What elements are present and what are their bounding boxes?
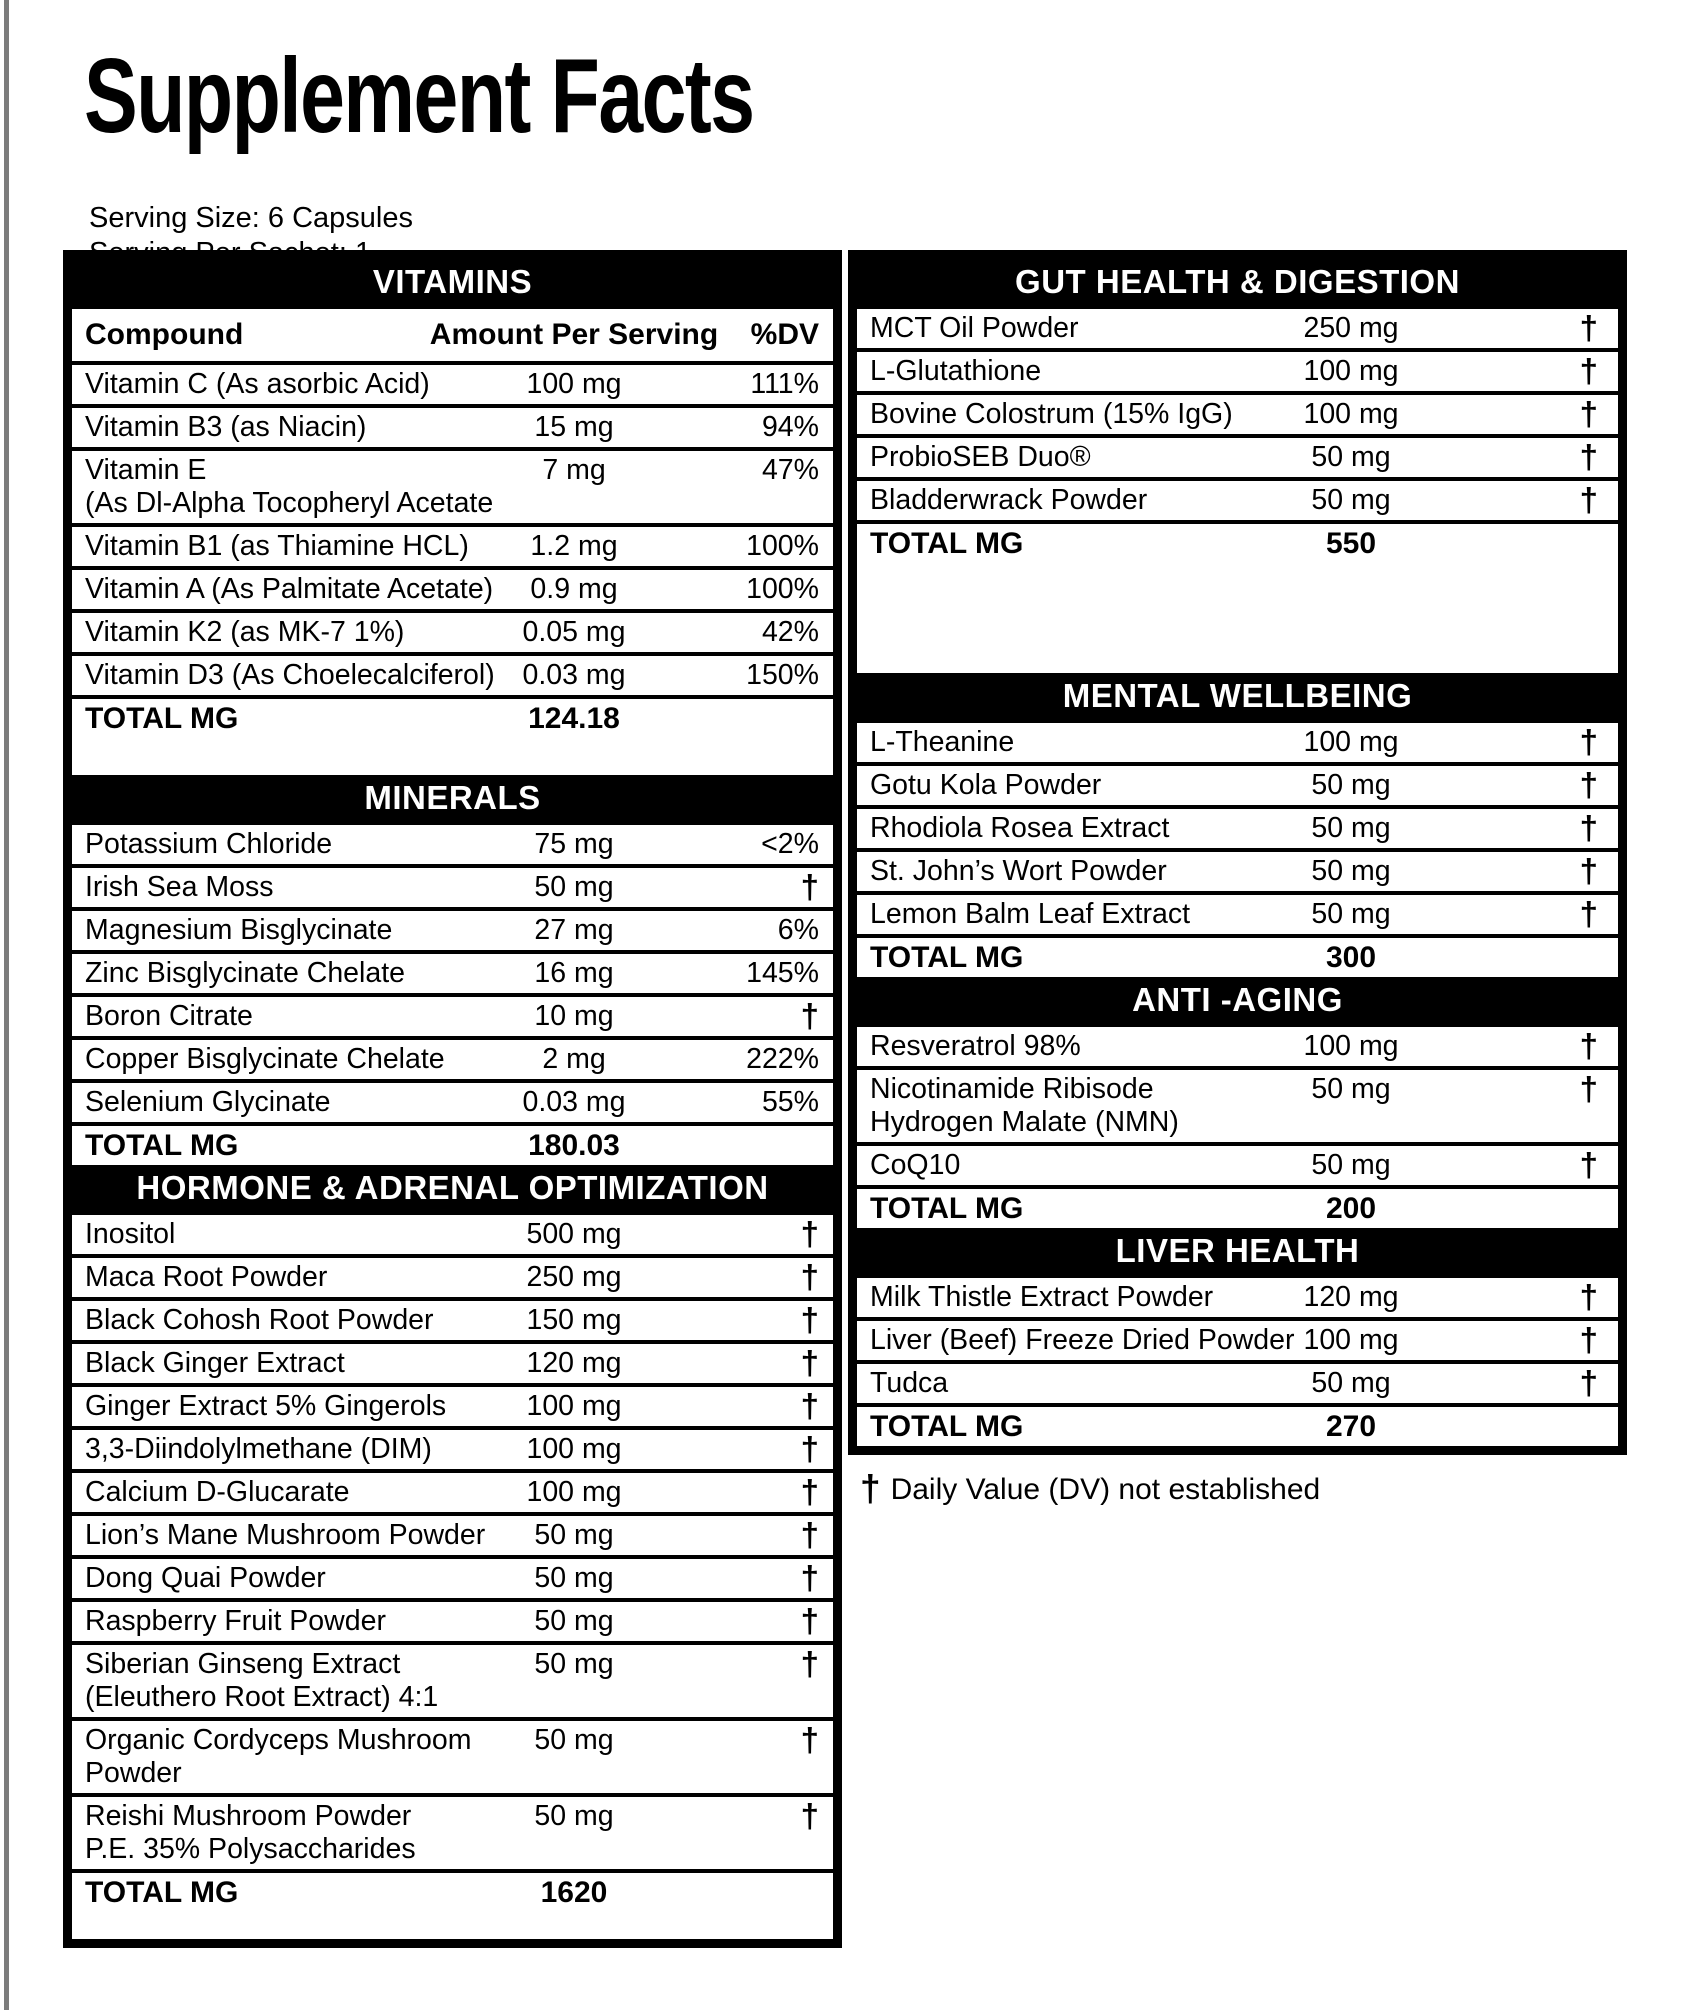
ingredient-dv: 6% xyxy=(777,914,819,946)
total-row-liver-health xyxy=(857,1403,1618,1446)
ingredient-amount: 50 mg xyxy=(1311,898,1391,930)
ingredient-amount: 120 mg xyxy=(1303,1281,1399,1313)
ingredient-amount: 50 mg xyxy=(534,871,614,903)
section-header-liver-health: LIVER HEALTH xyxy=(857,1228,1618,1274)
ingredient-name: Rhodiola Rosea Extract xyxy=(870,812,1170,844)
ingredient-amount: 1.2 mg xyxy=(530,530,618,562)
total-row-mental-wellbeing xyxy=(857,934,1618,977)
ingredient-amount: 100 mg xyxy=(1303,726,1399,758)
ingredient-row-copper-bisglycinate-chelate xyxy=(72,1036,833,1079)
left-facts-table xyxy=(63,250,842,1948)
ingredient-name: CoQ10 xyxy=(870,1149,961,1181)
total-row-minerals xyxy=(72,1122,833,1165)
right-column xyxy=(848,250,1627,1508)
ingredient-name: ProbioSEB Duo® xyxy=(870,441,1091,473)
ingredient-amount: 100 mg xyxy=(526,1390,622,1422)
ingredient-name: St. John’s Wort Powder xyxy=(870,855,1167,887)
ingredient-amount: 50 mg xyxy=(1311,769,1391,801)
dagger-icon: † xyxy=(1579,1278,1598,1315)
dagger-icon: † xyxy=(1579,395,1598,432)
total-value: 1620 xyxy=(540,1876,608,1909)
ingredient-row-zinc-bisglycinate-chelate xyxy=(72,950,833,993)
column-header-dv: %DV xyxy=(750,318,819,351)
ingredient-name: Liver (Beef) Freeze Dried Powder xyxy=(870,1324,1295,1356)
serving-size: Serving Size: 6 Capsules xyxy=(89,202,413,234)
ingredient-name: Vitamin C (As asorbic Acid) xyxy=(85,368,430,400)
ingredient-row-selenium-glycinate xyxy=(72,1079,833,1122)
ingredient-dv: 55% xyxy=(761,1086,819,1118)
ingredient-name: Selenium Glycinate xyxy=(85,1086,331,1118)
ingredient-row-reishi-mushroom-powder xyxy=(72,1793,833,1869)
ingredient-name: Black Cohosh Root Powder xyxy=(85,1304,434,1336)
total-value: 270 xyxy=(1325,1410,1377,1443)
ingredient-amount: 50 mg xyxy=(1311,441,1391,473)
dagger-icon: † xyxy=(1579,895,1598,932)
ingredient-name: Calcium D-Glucarate xyxy=(85,1476,350,1508)
ingredient-name: Vitamin B3 (as Niacin) xyxy=(85,411,367,443)
dagger-icon: † xyxy=(800,1387,819,1424)
section-header-hormone-adrenal-optimization: HORMONE & ADRENAL OPTIMIZATION xyxy=(72,1165,833,1211)
ingredient-name: Dong Quai Powder xyxy=(85,1562,326,1594)
dagger-icon: † xyxy=(1579,1321,1598,1358)
ingredient-name: 3,3-Diindolylmethane (DIM) xyxy=(85,1433,432,1465)
ingredient-amount: 50 mg xyxy=(1311,1149,1391,1181)
ingredient-name: Bladderwrack Powder xyxy=(870,484,1148,516)
ingredient-name: Raspberry Fruit Powder xyxy=(85,1605,386,1637)
ingredient-amount: 50 mg xyxy=(534,1605,614,1637)
ingredient-name: Gotu Kola Powder xyxy=(870,769,1102,801)
ingredient-amount: 7 mg xyxy=(542,454,606,486)
dv-footnote-text: Daily Value (DV) not established xyxy=(890,1473,1321,1506)
ingredient-name: Milk Thistle Extract Powder xyxy=(870,1281,1214,1313)
ingredient-amount: 2 mg xyxy=(542,1043,606,1075)
ingredient-amount: 50 mg xyxy=(534,1519,614,1551)
ingredient-dv: 222% xyxy=(746,1043,819,1075)
ingredient-row-st-john-s-wort-powder xyxy=(857,848,1618,891)
ingredient-name: Organic Cordyceps Mushroom Powder xyxy=(85,1724,472,1789)
ingredient-row-liver-beef-freeze-dried-powder xyxy=(857,1317,1618,1360)
ingredient-amount: 0.9 mg xyxy=(530,573,618,605)
dagger-icon: † xyxy=(860,1468,881,1509)
dagger-icon: † xyxy=(800,1516,819,1553)
ingredient-row-magnesium-bisglycinate xyxy=(72,907,833,950)
facts-tables xyxy=(63,250,1627,1948)
ingredient-amount: 250 mg xyxy=(1303,312,1399,344)
ingredient-name: Reishi Mushroom Powder P.E. 35% Polysaccharides xyxy=(85,1800,416,1865)
ingredient-name: Inositol xyxy=(85,1218,176,1250)
ingredient-row-ginger-extract-5-gingerols xyxy=(72,1383,833,1426)
dagger-icon: † xyxy=(1579,809,1598,846)
ingredient-amount: 100 mg xyxy=(1303,398,1399,430)
ingredient-dv: 145% xyxy=(746,957,819,989)
ingredient-amount: 50 mg xyxy=(534,1562,614,1594)
dagger-icon: † xyxy=(800,1559,819,1596)
ingredient-amount: 120 mg xyxy=(526,1347,622,1379)
ingredient-row-vitamin-c-as-asorbic-acid xyxy=(72,361,833,404)
dagger-icon: † xyxy=(1579,309,1598,346)
ingredient-amount: 150 mg xyxy=(526,1304,622,1336)
ingredient-row-siberian-ginseng-extract xyxy=(72,1641,833,1717)
ingredient-row-nicotinamide-ribisode xyxy=(857,1066,1618,1142)
ingredient-row-milk-thistle-extract-powder xyxy=(857,1274,1618,1317)
total-value: 124.18 xyxy=(528,702,620,735)
ingredient-name: Bovine Colostrum (15% IgG) xyxy=(870,398,1233,430)
ingredient-amount: 100 mg xyxy=(1303,355,1399,387)
ingredient-row-potassium-chloride xyxy=(72,821,833,864)
section-header-gut-health-digestion: GUT HEALTH & DIGESTION xyxy=(857,259,1618,305)
dagger-icon: † xyxy=(1579,723,1598,760)
ingredient-row-calcium-d-glucarate xyxy=(72,1469,833,1512)
ingredient-row-vitamin-d3-as-choelecalciferol xyxy=(72,652,833,695)
ingredient-name: Ginger Extract 5% Gingerols xyxy=(85,1390,447,1422)
total-label: TOTAL MG xyxy=(870,1192,1024,1225)
ingredient-name: L-Theanine xyxy=(870,726,1015,758)
dagger-icon: † xyxy=(800,1797,819,1834)
ingredient-row-vitamin-b3-as-niacin xyxy=(72,404,833,447)
ingredient-amount: 50 mg xyxy=(1311,855,1391,887)
ingredient-name: Siberian Ginseng Extract (Eleuthero Root Extract) 4:1 xyxy=(85,1648,439,1713)
ingredient-name: Maca Root Powder xyxy=(85,1261,328,1293)
ingredient-name: Lemon Balm Leaf Extract xyxy=(870,898,1190,930)
total-row-vitamins xyxy=(72,695,833,775)
total-label: TOTAL MG xyxy=(870,527,1024,560)
ingredient-name: Vitamin E (As Dl-Alpha Tocopheryl Acetate xyxy=(85,454,494,519)
ingredient-row-3-3-diindolylmethane-dim xyxy=(72,1426,833,1469)
ingredient-amount: 100 mg xyxy=(1303,1324,1399,1356)
dagger-icon: † xyxy=(800,1430,819,1467)
ingredient-row-lemon-balm-leaf-extract xyxy=(857,891,1618,934)
ingredient-row-mct-oil-powder xyxy=(857,305,1618,348)
dagger-icon: † xyxy=(1579,1146,1598,1183)
dagger-icon: † xyxy=(800,1602,819,1639)
ingredient-row-vitamin-k2-as-mk-7-1 xyxy=(72,609,833,652)
dagger-icon: † xyxy=(800,1473,819,1510)
ingredient-amount: 15 mg xyxy=(534,411,614,443)
ingredient-dv: 100% xyxy=(746,530,819,562)
section-header-minerals: MINERALS xyxy=(72,775,833,821)
ingredient-amount: 0.03 mg xyxy=(522,659,626,691)
section-header-vitamins: VITAMINS xyxy=(72,259,833,305)
ingredient-row-rhodiola-rosea-extract xyxy=(857,805,1618,848)
ingredient-dv: 100% xyxy=(746,573,819,605)
ingredient-row-lion-s-mane-mushroom-powder xyxy=(72,1512,833,1555)
ingredient-dv: 150% xyxy=(746,659,819,691)
ingredient-row-bovine-colostrum-15-igg xyxy=(857,391,1618,434)
dagger-icon: † xyxy=(1579,352,1598,389)
ingredient-amount: 100 mg xyxy=(526,368,622,400)
ingredient-name: Vitamin K2 (as MK-7 1%) xyxy=(85,616,405,648)
ingredient-name: Copper Bisglycinate Chelate xyxy=(85,1043,445,1075)
left-edge-line xyxy=(4,0,9,2010)
dagger-icon: † xyxy=(1579,1027,1598,1064)
ingredient-row-black-cohosh-root-powder xyxy=(72,1297,833,1340)
ingredient-amount: 50 mg xyxy=(1311,812,1391,844)
dagger-icon: † xyxy=(1579,852,1598,889)
left-column xyxy=(63,250,842,1948)
ingredient-row-dong-quai-powder xyxy=(72,1555,833,1598)
dagger-icon: † xyxy=(800,997,819,1034)
ingredient-name: Potassium Chloride xyxy=(85,828,333,860)
dagger-icon: † xyxy=(800,1344,819,1381)
ingredient-row-maca-root-powder xyxy=(72,1254,833,1297)
ingredient-row-organic-cordyceps-mushroom xyxy=(72,1717,833,1793)
ingredient-name: Vitamin B1 (as Thiamine HCL) xyxy=(85,530,469,562)
ingredient-row-black-ginger-extract xyxy=(72,1340,833,1383)
ingredient-row-vitamin-a-as-palmitate-acetate xyxy=(72,566,833,609)
column-header-row xyxy=(72,305,833,361)
dagger-icon: † xyxy=(1579,766,1598,803)
total-label: TOTAL MG xyxy=(85,1129,239,1162)
section-header-anti-aging: ANTI -AGING xyxy=(857,977,1618,1023)
ingredient-amount: 16 mg xyxy=(534,957,614,989)
ingredient-dv: 47% xyxy=(761,454,819,486)
ingredient-row-irish-sea-moss xyxy=(72,864,833,907)
ingredient-dv: <2% xyxy=(761,828,819,860)
ingredient-amount: 100 mg xyxy=(526,1476,622,1508)
total-label: TOTAL MG xyxy=(85,1876,239,1909)
ingredient-amount: 50 mg xyxy=(534,1648,614,1680)
ingredient-amount: 27 mg xyxy=(534,914,614,946)
ingredient-row-inositol xyxy=(72,1211,833,1254)
dagger-icon: † xyxy=(800,1721,819,1758)
dagger-icon: † xyxy=(800,1215,819,1252)
ingredient-amount: 50 mg xyxy=(1311,1367,1391,1399)
ingredient-name: Boron Citrate xyxy=(85,1000,253,1032)
ingredient-row-boron-citrate xyxy=(72,993,833,1036)
ingredient-row-vitamin-b1-as-thiamine-hcl xyxy=(72,523,833,566)
ingredient-amount: 500 mg xyxy=(526,1218,622,1250)
ingredient-name: Irish Sea Moss xyxy=(85,871,274,903)
ingredient-dv: 42% xyxy=(761,616,819,648)
ingredient-row-l-glutathione xyxy=(857,348,1618,391)
dagger-icon: † xyxy=(1579,1364,1598,1401)
total-value: 200 xyxy=(1325,1192,1377,1225)
ingredient-amount: 75 mg xyxy=(534,828,614,860)
column-header-compound: Compound xyxy=(85,318,244,351)
total-value: 180.03 xyxy=(528,1129,620,1162)
ingredient-amount: 10 mg xyxy=(534,1000,614,1032)
ingredient-row-resveratrol-98 xyxy=(857,1023,1618,1066)
section-header-mental-wellbeing: MENTAL WELLBEING xyxy=(857,673,1618,719)
ingredient-row-probioseb-duo xyxy=(857,434,1618,477)
ingredient-dv: 94% xyxy=(761,411,819,443)
dagger-icon: † xyxy=(800,1258,819,1295)
ingredient-amount: 0.03 mg xyxy=(522,1086,626,1118)
ingredient-amount: 50 mg xyxy=(1311,1073,1391,1105)
dagger-icon: † xyxy=(800,1645,819,1682)
dagger-icon: † xyxy=(1579,1070,1598,1107)
dagger-icon: † xyxy=(800,868,819,905)
ingredient-amount: 100 mg xyxy=(526,1433,622,1465)
total-label: TOTAL MG xyxy=(85,702,239,735)
ingredient-name: Vitamin D3 (As Choelecalciferol) xyxy=(85,659,495,691)
ingredient-name: Resveratrol 98% xyxy=(870,1030,1081,1062)
total-value: 550 xyxy=(1325,527,1377,560)
total-row-gut-health-digestion xyxy=(857,520,1618,673)
ingredient-row-vitamin-e xyxy=(72,447,833,523)
dagger-icon: † xyxy=(800,1301,819,1338)
ingredient-row-gotu-kola-powder xyxy=(857,762,1618,805)
ingredient-row-l-theanine xyxy=(857,719,1618,762)
ingredient-name: Lion’s Mane Mushroom Powder xyxy=(85,1519,486,1551)
ingredient-row-raspberry-fruit-powder xyxy=(72,1598,833,1641)
total-row-hormone-adrenal-optimization xyxy=(72,1869,833,1939)
ingredient-amount: 250 mg xyxy=(526,1261,622,1293)
ingredient-name: Vitamin A (As Palmitate Acetate) xyxy=(85,573,494,605)
right-facts-table xyxy=(848,250,1627,1455)
ingredient-amount: 50 mg xyxy=(1311,484,1391,516)
ingredient-name: L-Glutathione xyxy=(870,355,1042,387)
total-label: TOTAL MG xyxy=(870,1410,1024,1443)
total-row-anti-aging xyxy=(857,1185,1618,1228)
total-label: TOTAL MG xyxy=(870,941,1024,974)
ingredient-name: Magnesium Bisglycinate xyxy=(85,914,393,946)
ingredient-amount: 50 mg xyxy=(534,1800,614,1832)
ingredient-amount: 50 mg xyxy=(534,1724,614,1756)
ingredient-name: Tudca xyxy=(870,1367,949,1399)
ingredient-amount: 0.05 mg xyxy=(522,616,626,648)
dagger-icon: † xyxy=(1579,438,1598,475)
page-title: Supplement Facts xyxy=(84,37,754,155)
ingredient-name: Black Ginger Extract xyxy=(85,1347,345,1379)
ingredient-name: Zinc Bisglycinate Chelate xyxy=(85,957,405,989)
total-value: 300 xyxy=(1325,941,1377,974)
ingredient-name: MCT Oil Powder xyxy=(870,312,1079,344)
ingredient-name: Nicotinamide Ribisode Hydrogen Malate (NMN) xyxy=(870,1073,1179,1138)
dagger-icon: † xyxy=(1579,481,1598,518)
dv-footnote xyxy=(848,1468,1627,1509)
ingredient-row-coq10 xyxy=(857,1142,1618,1185)
ingredient-amount: 100 mg xyxy=(1303,1030,1399,1062)
ingredient-row-tudca xyxy=(857,1360,1618,1403)
ingredient-dv: 111% xyxy=(750,368,819,400)
ingredient-row-bladderwrack-powder xyxy=(857,477,1618,520)
column-header-amount: Amount Per Serving xyxy=(429,318,719,351)
